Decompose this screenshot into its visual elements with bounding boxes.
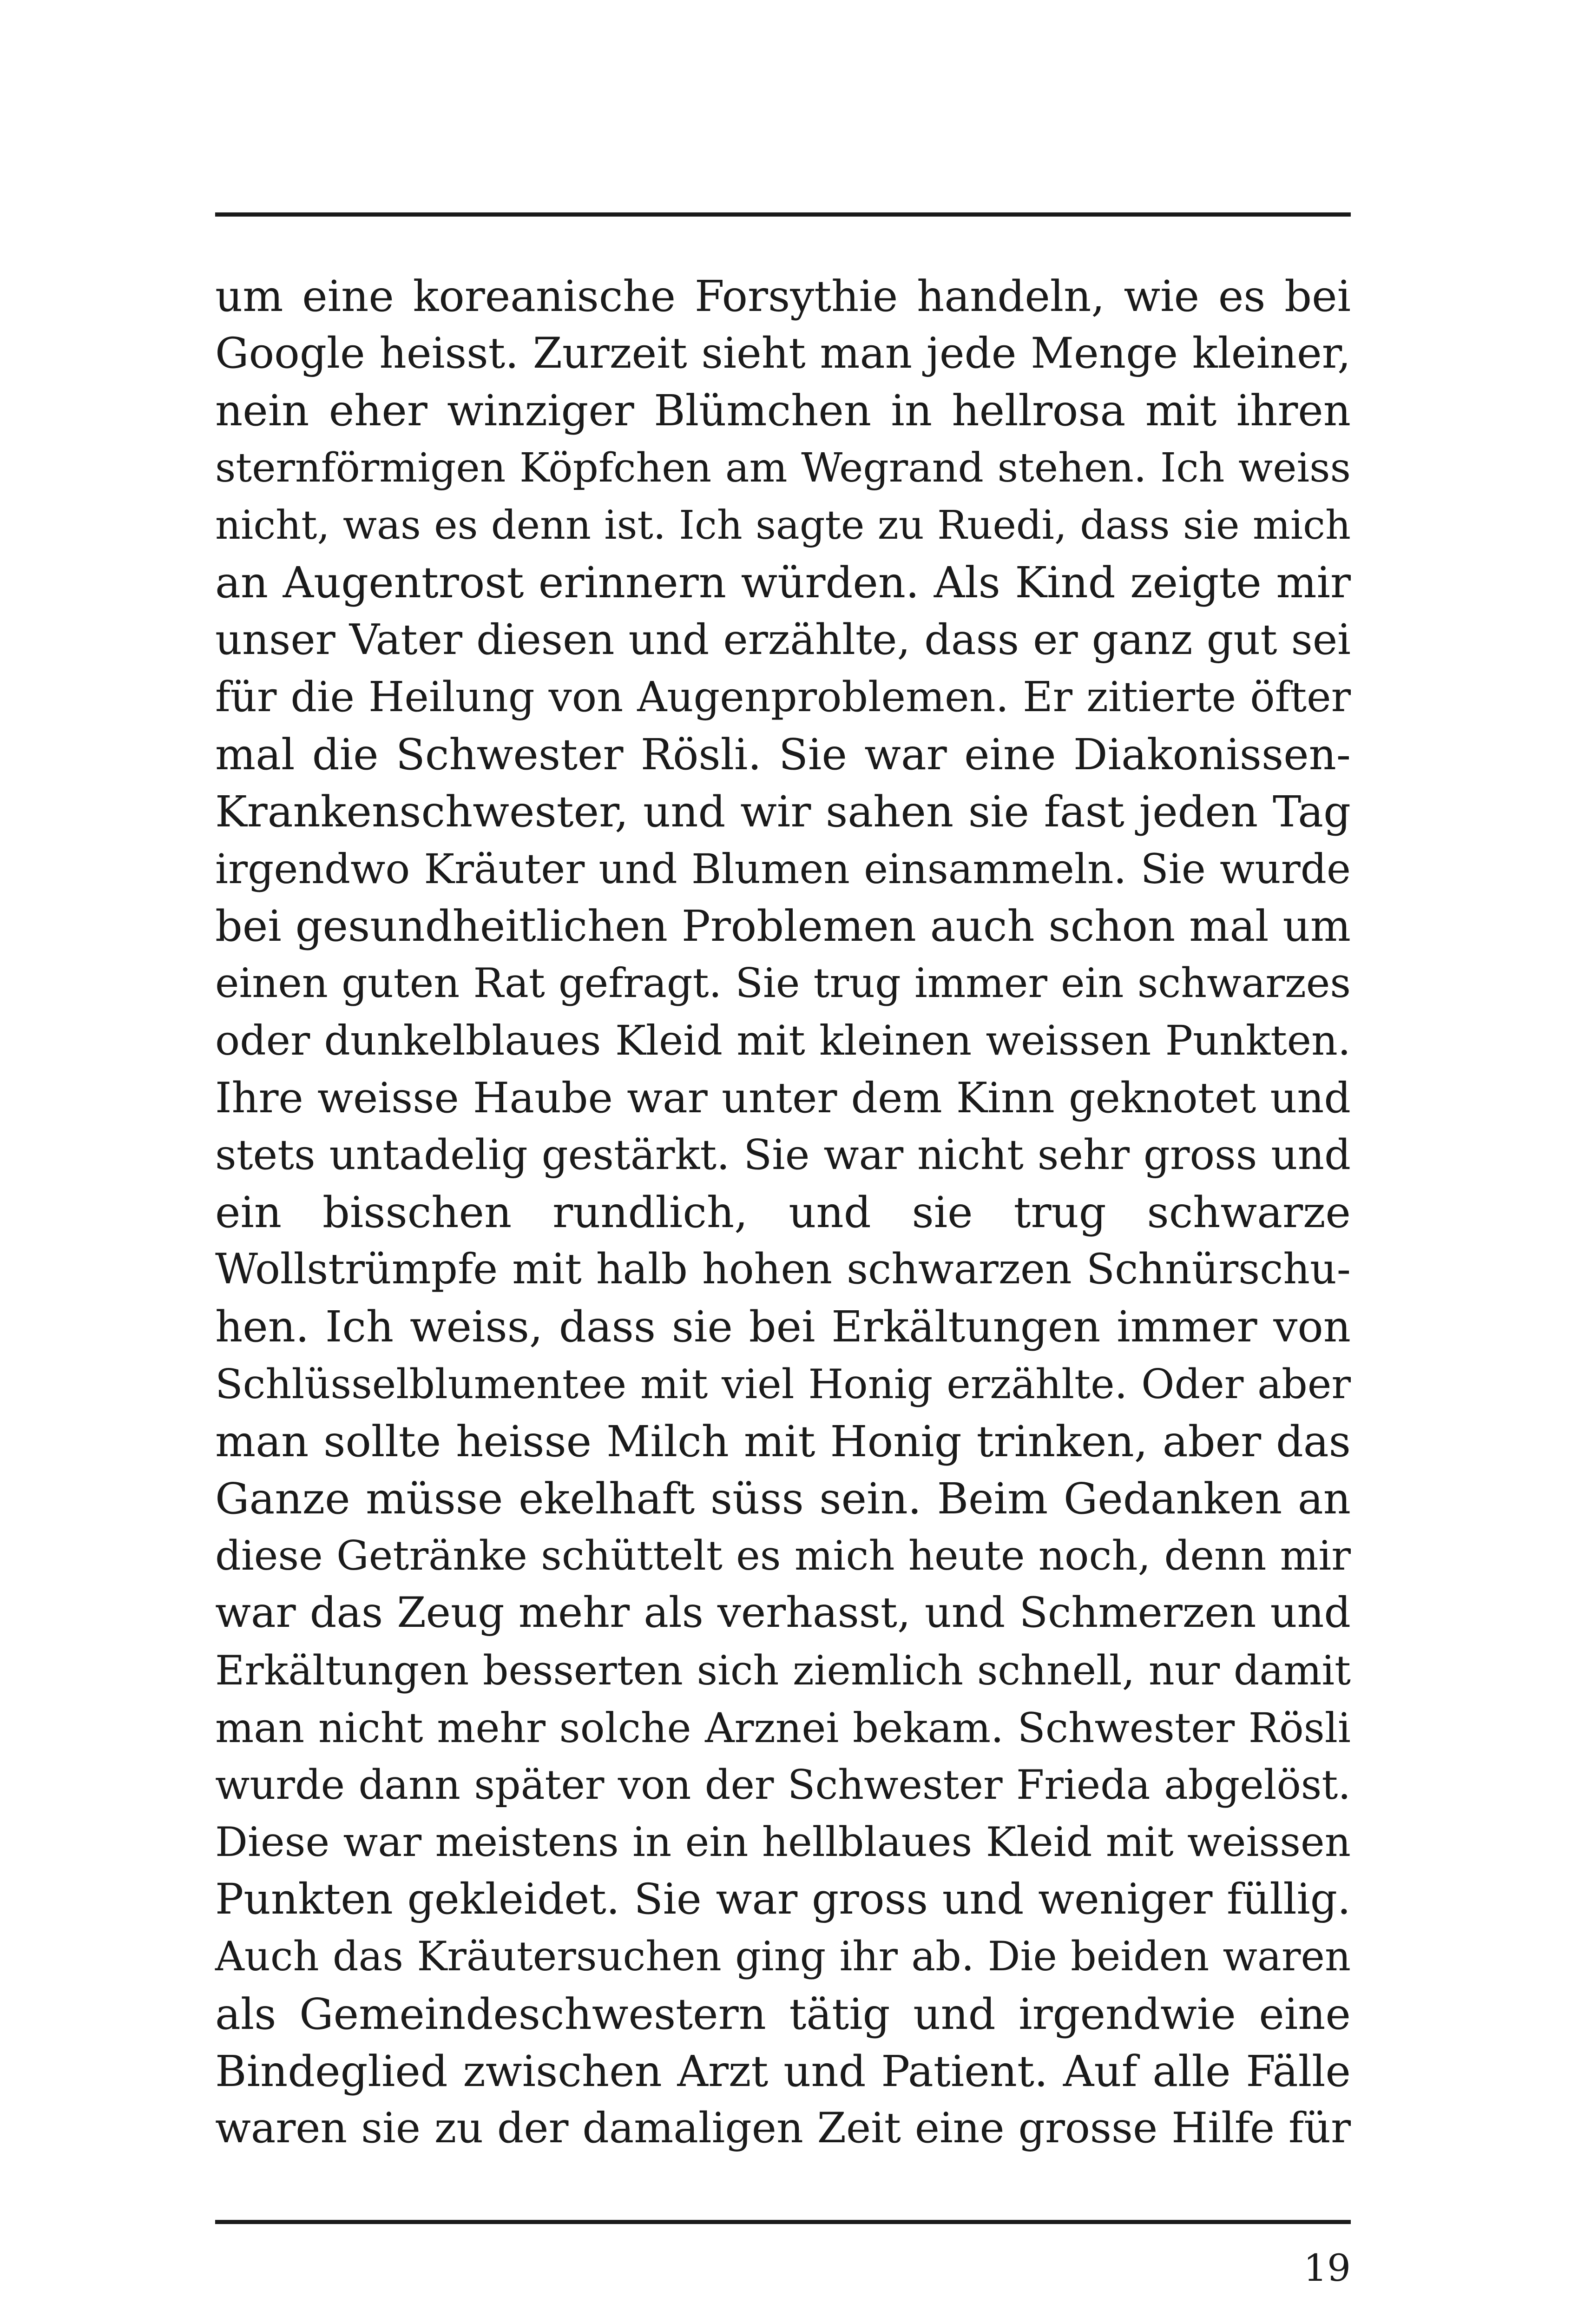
text-line: Krankenschwester, und wir sahen sie fast jeden Tag (215, 786, 1351, 837)
text-line: nein eher winziger Blümchen in hellrosa mit ihren (215, 386, 1351, 436)
text-line: oder dunkelblaues Kleid mit kleinen weissen Punkten. (215, 1017, 1351, 1065)
text-line: mal die Schwester Rösli. Sie war eine Diakonissen- (215, 729, 1351, 779)
bottom-rule (215, 2220, 1351, 2224)
text-line: diese Getränke schüttelt es mich heute noch, denn mir (215, 1532, 1351, 1580)
text-line: hen. Ich weiss, dass sie bei Erkältungen immer von (215, 1302, 1351, 1352)
text-line: stets untadelig gestärkt. Sie war nicht sehr gross und (215, 1130, 1351, 1179)
text-line: nicht, was es denn ist. Ich sagte zu Ruedi, dass sie mich (215, 502, 1351, 548)
page-number: 19 (1303, 2246, 1351, 2290)
text-line: bei gesundheitlichen Problemen auch schon mal um (215, 901, 1351, 951)
text-line: wurde dann später von der Schwester Frieda abgelöst. (215, 1761, 1351, 1809)
text-line: Bindeglied zwischen Arzt und Patient. Auf alle Fälle (215, 2046, 1351, 2096)
text-line: als Gemeindeschwestern tätig und irgendwie eine (215, 1989, 1351, 2039)
text-line: ein bisschen rundlich, und sie trug schwarze (215, 1188, 1351, 1237)
text-line: Google heisst. Zurzeit sieht man jede Menge kleiner, (215, 329, 1351, 378)
text-line: für die Heilung von Augenproblemen. Er zitierte öfter (215, 673, 1351, 721)
text-line: sternförmigen Köpfchen am Wegrand stehen. Ich weiss (215, 444, 1351, 491)
text-line: an Augentrost erinnern würden. Als Kind zeigte mir (215, 557, 1351, 607)
text-line: unser Vater diesen und erzählte, dass er ganz gut sei (215, 615, 1351, 665)
text-line: Diese war meistens in ein hellblaues Kleid mit weissen (215, 1818, 1351, 1866)
text-line: Ihre weisse Haube war unter dem Kinn geknotet und (215, 1073, 1351, 1122)
text-line: Erkältungen besserten sich ziemlich schnell, nur damit (215, 1647, 1351, 1694)
body-text (215, 268, 1351, 2157)
text-line: um eine koreanische Forsythie handeln, wie es bei (215, 271, 1351, 321)
text-line: Auch das Kräutersuchen ging ihr ab. Die beiden waren (215, 1933, 1351, 1981)
text-line: einen guten Rat gefragt. Sie trug immer ein schwarzes (215, 959, 1351, 1007)
text-line: waren sie zu der damaligen Zeit eine grosse Hilfe für (215, 2104, 1351, 2152)
text-line: Schlüsselblumentee mit viel Honig erzählte. Oder aber (215, 1360, 1351, 1408)
text-line: Ganze müsse ekelhaft süss sein. Beim Gedanken an (215, 1473, 1351, 1524)
text-line: irgendwo Kräuter und Blumen einsammeln. Sie wurde (215, 845, 1351, 893)
text-line: Punkten gekleidet. Sie war gross und weniger füllig. (215, 1875, 1351, 1924)
text-line: man nicht mehr solche Arznei bekam. Schwester Rösli (215, 1703, 1351, 1752)
text-line: man sollte heisse Milch mit Honig trinken, aber das (215, 1416, 1351, 1466)
text-line: Wollstrümpfe mit halb hohen schwarzen Schnürschu- (215, 1245, 1351, 1294)
text-line: war das Zeug mehr als verhasst, und Schmerzen und (215, 1589, 1351, 1637)
top-rule (215, 212, 1351, 217)
